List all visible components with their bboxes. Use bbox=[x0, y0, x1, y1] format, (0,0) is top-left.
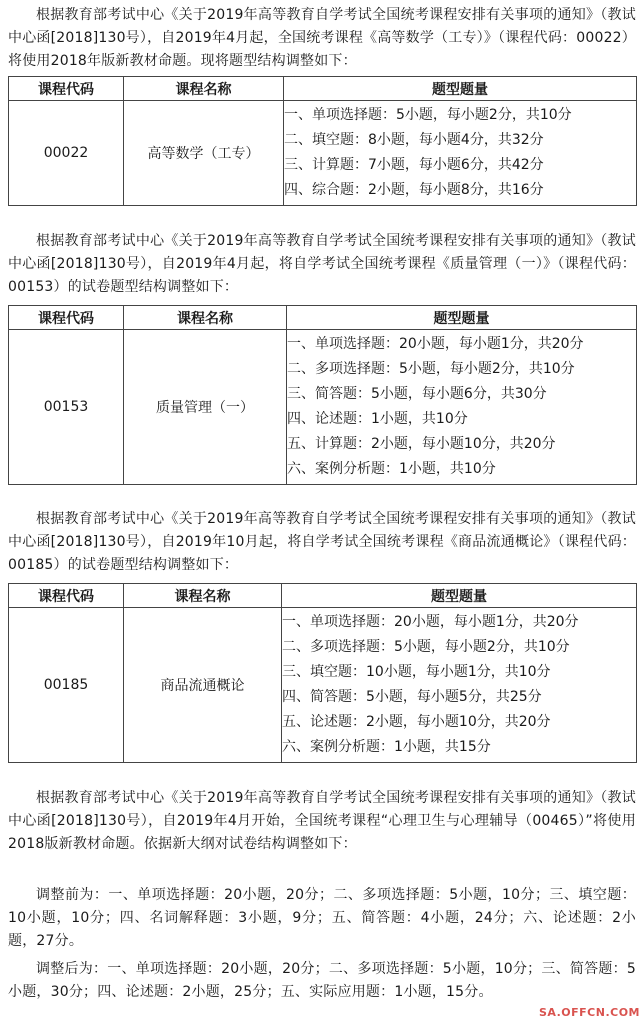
question-type-line: 四、综合题：2小题，每小题8分，共16分 bbox=[284, 182, 544, 198]
header-question-types: 题型题量 bbox=[287, 306, 637, 330]
question-types-cell bbox=[284, 101, 637, 206]
table-header-row bbox=[9, 77, 637, 101]
question-type-line: 二、填空题：8小题，每小题4分，共32分 bbox=[284, 132, 544, 148]
question-type-line: 一、单项选择题：20小题，每小题1分，共20分 bbox=[287, 336, 584, 352]
table-row bbox=[9, 608, 637, 763]
course-code-cell: 00022 bbox=[9, 101, 124, 206]
question-type-line: 五、论述题：2小题，每小题10分，共20分 bbox=[282, 714, 551, 730]
question-types-cell bbox=[282, 608, 637, 763]
course-code-cell: 00153 bbox=[9, 330, 124, 485]
question-type-line: 三、简答题：5小题，每小题6分，共30分 bbox=[287, 386, 547, 402]
header-course-name: 课程名称 bbox=[124, 306, 287, 330]
table-row bbox=[9, 101, 637, 206]
question-type-line: 二、多项选择题：5小题，每小题2分，共10分 bbox=[282, 639, 570, 655]
header-question-types: 题型题量 bbox=[282, 584, 637, 608]
question-type-line: 一、单项选择题：20小题，每小题1分，共20分 bbox=[282, 614, 579, 630]
question-type-line: 三、计算题：7小题，每小题6分，共42分 bbox=[284, 157, 544, 173]
header-course-code: 课程代码 bbox=[9, 306, 124, 330]
question-type-line: 三、填空题：10小题，每小题1分，共10分 bbox=[282, 664, 551, 680]
course-name-cell: 高等数学（工专） bbox=[124, 101, 284, 206]
section-1-intro: 根据教育部考试中心《关于2019年高等教育自学考试全国统考课程安排有关事项的通知》（教试中心函[2018]130号），自2019年4月起，全国统考课程《高等数学（工专）》（课程代码：00022）将使用2018年版新教材命题。现将题型结构调整如下： bbox=[8, 7, 636, 69]
course-table-00022 bbox=[8, 76, 637, 206]
course-table-00185 bbox=[8, 583, 637, 763]
question-type-line: 四、论述题：1小题，共10分 bbox=[287, 411, 468, 427]
course-code-cell: 00185 bbox=[9, 608, 124, 763]
adjustment-before: 调整前为：一、单项选择题：20小题，20分；二、多项选择题：5小题，10分；三、填空题：10小题，10分；四、名词解释题：3小题，9分；五、简答题：4小题，24分；六、论述题：2小题，27分。 bbox=[8, 887, 636, 949]
table-header-row bbox=[9, 584, 637, 608]
question-type-line: 二、多项选择题：5小题，每小题2分，共10分 bbox=[287, 361, 575, 377]
question-types-cell bbox=[287, 330, 637, 485]
question-type-line: 一、单项选择题：5小题，每小题2分，共10分 bbox=[284, 107, 572, 123]
header-course-name: 课程名称 bbox=[124, 77, 284, 101]
course-table-00153 bbox=[8, 305, 637, 485]
question-type-line: 六、案例分析题：1小题，共10分 bbox=[287, 461, 496, 477]
section-4-intro: 根据教育部考试中心《关于2019年高等教育自学考试全国统考课程安排有关事项的通知》（教试中心函[2018]130号），自2019年4月开始，全国统考课程“心理卫生与心理辅导（00465）”将使用2018版新教材命题。依据新大纲对试卷结构调整如下： bbox=[8, 790, 636, 852]
site-watermark: SA.OFFCN.COM bbox=[538, 1006, 640, 1019]
course-name-cell: 商品流通概论 bbox=[124, 608, 282, 763]
header-course-code: 课程代码 bbox=[9, 77, 124, 101]
question-type-line: 六、案例分析题：1小题，共15分 bbox=[282, 739, 491, 755]
adjustment-after: 调整后为：一、单项选择题：20小题，20分；二、多项选择题：5小题，10分；三、简答题：5小题，30分；四、论述题：2小题，25分；五、实际应用题：1小题，15分。 bbox=[8, 961, 636, 1000]
header-course-name: 课程名称 bbox=[124, 584, 282, 608]
question-type-line: 四、简答题：5小题，每小题5分，共25分 bbox=[282, 689, 542, 705]
table-header-row bbox=[9, 306, 637, 330]
header-course-code: 课程代码 bbox=[9, 584, 124, 608]
question-type-line: 五、计算题：2小题，每小题10分，共20分 bbox=[287, 436, 556, 452]
header-question-types: 题型题量 bbox=[284, 77, 637, 101]
course-name-cell: 质量管理（一） bbox=[124, 330, 287, 485]
section-3-intro: 根据教育部考试中心《关于2019年高等教育自学考试全国统考课程安排有关事项的通知》（教试中心函[2018]130号），自2019年10月起，将自学考试全国统考课程《商品流通概论》（课程代码：00185）的试卷题型结构调整如下： bbox=[8, 511, 636, 573]
table-row bbox=[9, 330, 637, 485]
section-2-intro: 根据教育部考试中心《关于2019年高等教育自学考试全国统考课程安排有关事项的通知》（教试中心函[2018]130号），自2019年4月起，将自学考试全国统考课程《质量管理（一）》（课程代码：00153）的试卷题型结构调整如下： bbox=[8, 233, 636, 295]
